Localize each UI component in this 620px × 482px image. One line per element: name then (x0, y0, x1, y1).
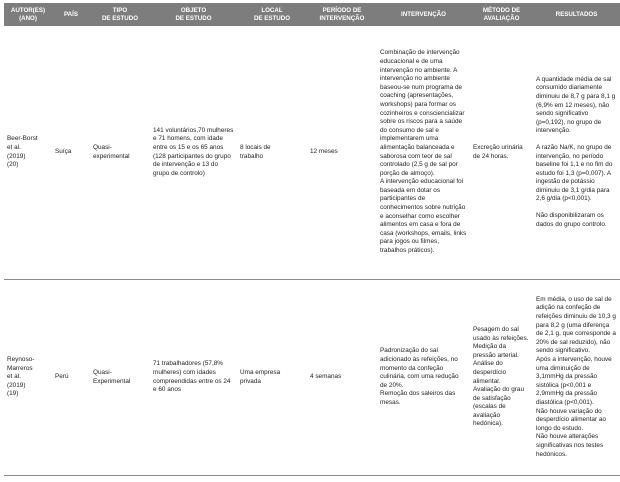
header-autor: AUTOR(ES) (ANO) (4, 3, 52, 26)
header-tipo: TIPO DE ESTUDO (90, 3, 150, 26)
cell-autor: Beer-Borst et al. (2019) (20) (4, 26, 52, 280)
cell-objeto: 71 trabalhadores (57,8% mulheres) com idades compreendidas entre os 24 e 60 anos (150, 280, 237, 476)
cell-autor: Reynoso- Marreros et al. (2019) (19) (4, 280, 52, 476)
cell-resultados: A quantidade média de sal consumido diariamente diminuiu de 8,7 g para 8,1 g (6,9% em 12 meses), não sendo significativo (p=0,192), no grupo de intervenção. A razão Na/K, no grupo de intervenção, no período baseline foi 1,1 e no fim do estudo foi 1,3 (p=0,007). A ingestão de potássio diminuiu de 3,1 g/dia para 2,6 g/dia (p<0,001). Não disponibilizaram os dados do grupo controlo. (533, 26, 620, 280)
cell-resultados: Em média, o uso de sal de adição na confeção de refeições diminuiu de 10,3 g para 8,2 g (uma diferença de 2,1 g, que corresponde a 20% de sal reduzido), não sendo significativo. Após a intervenção, houve uma diminuição de 3,1mmHg da pressão sistólica (p<0,001 e 2,9mmHg da pressão diastólica (p<0,001). Não houve variação do desperdício alimentar ao longo do estudo. Não houve alterações significativas nos testes hedónicos. (533, 280, 620, 476)
header-periodo: PERÍODO DE INTERVENÇÃO (307, 3, 377, 26)
cell-tipo: Quasi- experimental (90, 26, 150, 280)
header-objeto: OBJETO DE ESTUDO (150, 3, 237, 26)
cell-local: Uma empresa privada (237, 280, 307, 476)
cell-tipo: Quasi- Experimental (90, 280, 150, 476)
cell-metodo: Pesagem do sal usado às refeições. Medição da pressão arterial. Análise do desperdício alimentar. Avaliação do grau de satisfação (escalas de avaliação hedónica). (470, 280, 533, 476)
header-metodo: MÉTODO DE AVALIAÇÃO (470, 3, 533, 26)
cell-intervencao: Combinação de intervenção educacional e de uma intervenção no ambiente. A intervenção no ambiente baseou-se num programa de coaching (apresentações, workshops) para formar os cozinheiros e consciencializar sobre os riscos para a saúde do consumo de sal e implementarem uma alimentação balanceada e saborosa com teor de sal controlado (2,5 g de sal por porção de almoço). A intervenção educacional foi baseada em dotar os participantes de conhecimentos sobre nutrição e aconselhar como escolher alimentos em casa e fora de casa (workshops, emails, links para jogos ou filmes, trabalhos práticos). (377, 26, 470, 280)
cell-pais: Suíça (52, 26, 90, 280)
table-row (4, 26, 620, 280)
header-row (4, 3, 620, 26)
header-resultados: RESULTADOS (533, 3, 620, 26)
cell-pais: Perú (52, 280, 90, 476)
table-row (4, 280, 620, 476)
cell-intervencao: Padronização do sal adicionado às refeições, no momento da confeção culinária, com uma redução de 20%. Remoção dos saleiros das mesas. (377, 280, 470, 476)
cell-objeto: 141 voluntários,70 mulheres e 71 homens, com idade entre os 15 e os 65 anos (128 participantes do grupo de intervenção e 13 do grupo de controlo) (150, 26, 237, 280)
cell-periodo: 12 meses (307, 26, 377, 280)
header-intervencao: INTERVENÇÃO (377, 3, 470, 26)
header-local: LOCAL DE ESTUDO (237, 3, 307, 26)
cell-metodo: Excreção urinária de 24 horas. (470, 26, 533, 280)
header-pais: PAÍS (52, 3, 90, 26)
cell-local: 8 locais de trabalho (237, 26, 307, 280)
studies-table (4, 3, 620, 476)
cell-periodo: 4 semanas (307, 280, 377, 476)
